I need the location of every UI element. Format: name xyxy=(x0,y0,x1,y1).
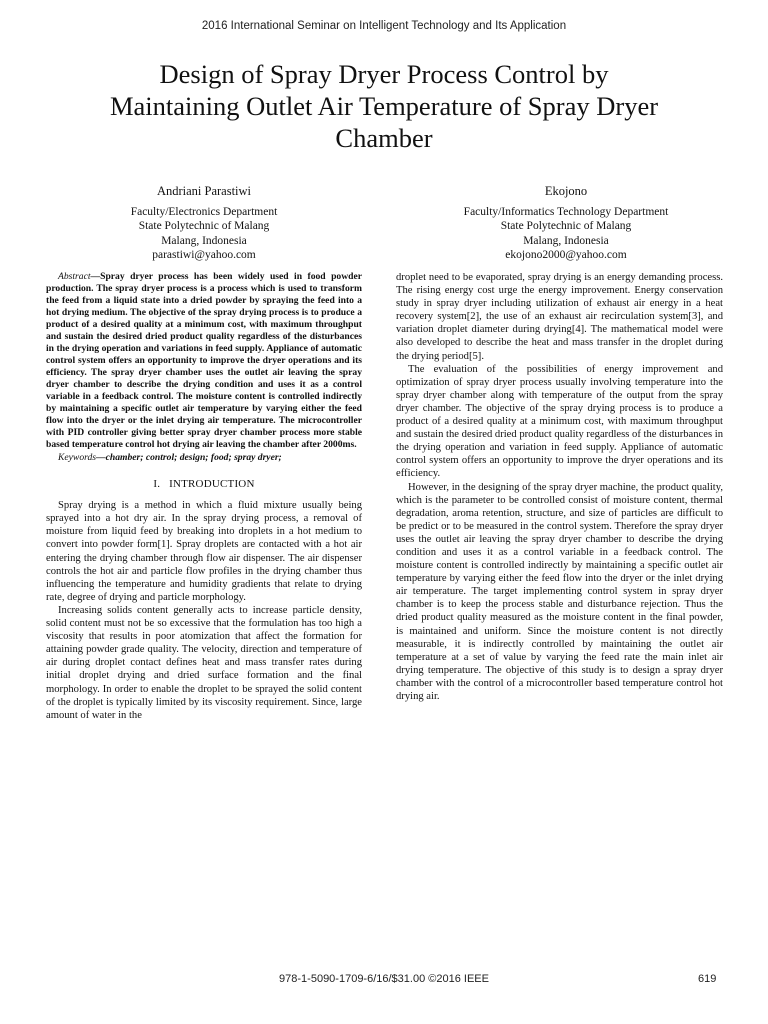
author-email: ekojono2000@yahoo.com xyxy=(505,249,627,262)
abstract-lead: Abstract xyxy=(58,271,91,282)
conference-header: 2016 International Seminar on Intelligent Technology and Its Application xyxy=(201,20,567,32)
copyright-footer: 978-1-5090-1709-6/16/$31.00 ©2016 IEEE xyxy=(279,973,489,985)
left-column xyxy=(46,271,362,722)
author-institution: State Polytechnic of Malang xyxy=(138,220,270,233)
right-column xyxy=(396,271,723,703)
paper-title xyxy=(40,58,728,154)
keywords-text: —chamber; control; design; food; spray dryer; xyxy=(96,452,282,463)
author-email: parastiwi@yahoo.com xyxy=(152,249,256,262)
author-institution: State Polytechnic of Malang xyxy=(500,220,632,233)
section-heading-introduction xyxy=(46,478,362,491)
author-block-2 xyxy=(416,184,716,263)
section-title-rest: NTRODUCTION xyxy=(172,478,255,491)
title-line-2: Maintaining Outlet Air Temperature of Spray Dryer xyxy=(109,91,659,121)
author-department: Faculty/Informatics Technology Department xyxy=(463,205,669,218)
author-name: Andriani Parastiwi xyxy=(156,184,252,198)
body-paragraph: Increasing solids content generally acts to increase particle density, solid content must not be so excessive that the formulation has too high a viscosity that results in poor atomization that affect the formation for attaining powder grade quality. The velocity, direction and temperature of air during droplet contact defines heat and mass transfer rates during initial droplet drying and dried surface formation and the final morphology. In order to enable the droplet to be sprayed the solid content of the droplet is typically limited by its viscosity requirement. Since, large amount of water in the xyxy=(46,604,362,721)
section-title-initial: I xyxy=(169,478,173,491)
keywords-lead: Keywords xyxy=(58,452,97,463)
author-block-1 xyxy=(54,184,354,263)
keywords xyxy=(46,451,362,464)
author-city: Malang, Indonesia xyxy=(161,234,247,247)
abstract xyxy=(46,271,362,451)
body-paragraph: The evaluation of the possibilities of energy improvement and optimization of spray dryer process usually involving temperature into the spray dryer chamber along with temperature of the output from the spray dryer chamber. The objective of the spray drying process is to produce a product of a desired quality at a minimum cost, with maximum throughput and sustain the desired dried product quality regardless of the disturbances in the drying operation and variation in feed supply. Appliance of automatic control system offers an opportunity to improve the dryer operations and its efficiency. xyxy=(396,363,723,480)
title-line-1: Design of Spray Dryer Process Control by xyxy=(159,59,609,89)
author-name: Ekojono xyxy=(544,184,588,198)
body-paragraph: However, in the designing of the spray dryer machine, the product quality, which is the parameter to be controlled consist of moisture content, thermal degradation, aroma retention, structure, and size of particles are difficult to be predict or to be measured in the control system. Therefore the spray dryer uses the outlet air leaving the spray dryer chamber to describe the drying condition and uses it as a control variable in a feedback control. The moisture content is controlled indirectly by maintaining a specific outlet air temperature by varying either the feed flow into the dryer or the inlet drying air temperature. The target implementing control system in spray dryer chamber is to keep the process stable and disturbance rejection. Thus the dried product quality measured as the moisture content in the final powder, is maintained and uniform. Since the moisture content is not directly measurable, it is indirectly controlled by maintaining the outlet air temperature at a set of value by varying the feed rate the main inlet air drying temperature. The objective of this study is to design a spray dryer chamber with the control of a microcontroller based temperature control hot drying air. xyxy=(396,481,723,702)
title-line-3: Chamber xyxy=(335,123,433,153)
author-department: Faculty/Electronics Department xyxy=(130,205,278,218)
body-paragraph: Spray drying is a method in which a fluid mixture usually being sprayed into a hot dry air. In the spray drying process, a removal of moisture from liquid feed by breaking into droplets in a hot medium to convert into powder form[1]. Spray droplets are contacted with a hot air entering the drying chamber through flow air dispenser. The air dispenser controls the hot air and particle flow profiles in the drying chamber thus influencing the temperature and humidity gradients that relate to drying rate, degree of drying and particle morphology. xyxy=(46,500,362,603)
page-number: 619 xyxy=(698,973,717,985)
body-paragraph: droplet need to be evaporated, spray drying is an energy demanding process. The rising energy cost urge the energy improvement. Energy conservation study in spray dryer including utilization of exhaust air energy in a heat recovery system[2], the use of an exhaust air recirculation system[3], and variation droplet diameter during drying[4]. The mathematical model were also developed to describe the heat and mass transfer in the droplet during the drying period[5]. xyxy=(396,272,723,362)
abstract-text: —Spray dryer process has been widely used in food powder production. The spray dryer process is a process which is used to transform the feed from a liquid state into a dried powder by spraying the feed into a hot drying medium. The objective of the spray drying process is to produce a product of a desired quality at a minimum cost, with maximum throughput and sustain the desired dried product quality regardless of the disturbances in the drying operation and variations in feed supply. Appliance of automatic control system offers an opportunity to improve the dryer operations and its efficiency. The spray dryer chamber uses the outlet air leaving the spray dryer chamber to describe the drying condition and uses it as a control variable in a feedback control. The moisture content is controlled indirectly by maintaining a specific outlet air temperature by varying either the feed flow into the dryer or the inlet drying air temperature. The microcontroller with PID controller giving better spray dryer chamber process more stable based temperature control hot drying air leaving the chamber after 2000ms. xyxy=(46,271,362,450)
section-numeral: I. xyxy=(153,478,161,491)
author-city: Malang, Indonesia xyxy=(523,234,609,247)
